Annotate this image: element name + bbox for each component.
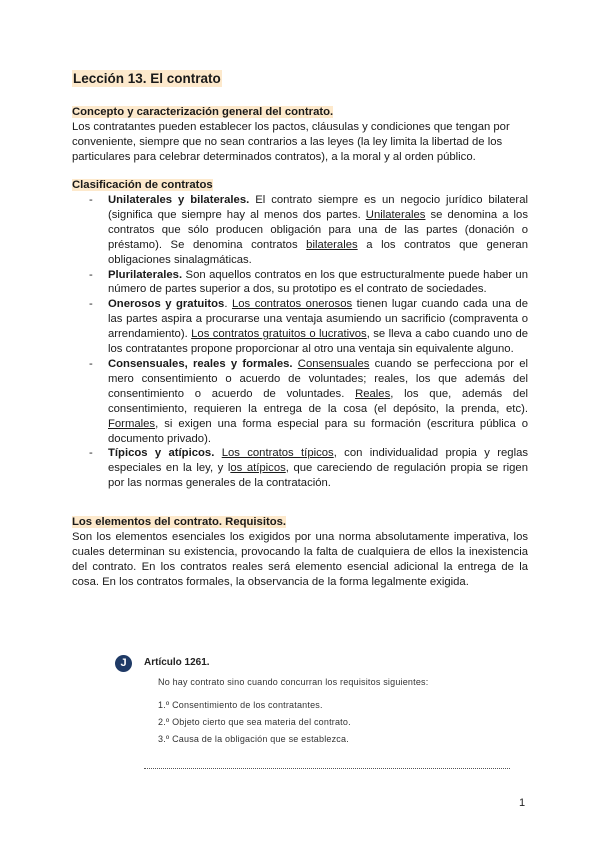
item-underlined: os atípicos bbox=[230, 462, 286, 475]
item-bold: Típicos y atípicos. bbox=[108, 447, 215, 460]
item-underlined: bilaterales bbox=[306, 238, 358, 251]
item-text: , si exigen una forma especial para su formación (escritura pública o documento privado). bbox=[108, 417, 528, 445]
elementos-paragraph: Son los elementos esenciales los exigidos por una norma absolutamente imperativa, los cuales determinan su existencia, provocando la falta de cualquiera de ellos la inexistencia del contrato. En los contratos reales será elemento esencial adicional la entrega de la cosa. En los contratos formales, la observancia de la forma legalmente exigida. bbox=[72, 531, 528, 589]
item-text: , con individualidad propia y reglas especiales en la ley, y l bbox=[108, 447, 529, 475]
lesson-title: Lección 13. El contrato bbox=[73, 71, 221, 86]
list-item-plurilaterales bbox=[72, 268, 528, 298]
dash-bullet: - bbox=[89, 357, 93, 370]
item-text: , los que, además del consentimiento, requieren la entrega de la cosa (el depósito, la prenda, etc). bbox=[108, 387, 528, 415]
clasificacion-heading-text: Clasificación de contratos bbox=[72, 179, 213, 191]
item-text: tienen lugar cuando cada una de las partes aspira a procurarse una ventaja asumiendo un sacrificio (compraventa o arrendamiento). bbox=[108, 298, 528, 341]
item-underlined: Reales bbox=[355, 387, 391, 400]
list-item-tipicos bbox=[72, 446, 528, 491]
dash-bullet: - bbox=[89, 268, 93, 281]
item-text: , que careciendo de regulación propia se rigen por las normas generales de la contratación. bbox=[108, 462, 528, 490]
list-item-unilaterales bbox=[72, 193, 528, 268]
item-underlined: Los contratos típicos bbox=[221, 447, 334, 460]
item-text: Son aquellos contratos en los que estructuralmente puede haber un número de partes superior a dos, su prototipo es el contrato de sociedades. bbox=[108, 268, 528, 296]
item-bold: Onerosos y gratuitos bbox=[108, 298, 225, 311]
section-heading-elementos bbox=[72, 515, 286, 529]
concepto-paragraph: Los contratantes pueden establecer los pactos, cláusulas y condiciones que tengan por conveniente, siempre que no sean contrarios a las leyes (la ley limita la libertad de los particulares para celebrar determinados contratos), a la moral y al orden público. bbox=[72, 121, 510, 164]
item-underlined: Formales bbox=[108, 417, 156, 430]
item-text: se denomina a los contratos que sólo producen obligación para una de las partes (donación o préstamo). Se denomina contratos bbox=[108, 208, 528, 251]
elementos-heading-text: Los elementos del contrato. Requisitos. bbox=[72, 516, 287, 528]
item-text: cuando se perfecciona por el mero consentimiento o acuerdo de voluntades; reales, los que además del consentimiento o acuerdo de voluntades. bbox=[108, 357, 528, 400]
item-text: a los contratos que generan obligaciones sinalagmáticas. bbox=[108, 238, 528, 266]
list-item-onerosos bbox=[72, 297, 528, 357]
dash-bullet: - bbox=[89, 298, 93, 311]
article-badge-icon: J bbox=[115, 655, 132, 672]
item-bold: Plurilaterales. bbox=[108, 268, 183, 281]
item-bold: Consensuales, reales y formales. bbox=[108, 357, 293, 370]
item-underlined: Los contratos gratuitos o lucrativos bbox=[191, 328, 367, 341]
item-text bbox=[214, 447, 221, 459]
article-item-2: 2.º Objeto cierto que sea materia del contrato. bbox=[158, 717, 351, 727]
section-heading-clasificacion bbox=[72, 178, 213, 192]
article-item-3: 3.º Causa de la obligación que se establezca. bbox=[158, 734, 349, 744]
article-dotted-divider bbox=[144, 768, 510, 769]
clasificacion-list bbox=[72, 193, 528, 491]
list-item-consensuales bbox=[72, 357, 528, 446]
item-text: El contrato siempre es un negocio jurídico bilateral (significa que siempre hay al menos dos partes. bbox=[108, 194, 528, 221]
section-heading-concepto bbox=[72, 105, 333, 119]
article-item-1: 1.º Consentimiento de los contratantes. bbox=[158, 700, 323, 710]
item-underlined: Los contratos onerosos bbox=[231, 298, 353, 311]
item-text: , se lleva a cabo cuando uno de los contratantes propone proporcionar al otro una ventaja sin equivalente alguno. bbox=[108, 328, 529, 356]
item-text: . bbox=[224, 298, 232, 311]
dash-bullet: - bbox=[89, 194, 93, 206]
article-title: Artículo 1261. bbox=[144, 657, 210, 668]
item-underlined: Unilaterales bbox=[365, 208, 426, 221]
page-number: 1 bbox=[519, 797, 526, 809]
article-intro: No hay contrato sino cuando concurran los requisitos siguientes: bbox=[158, 677, 429, 687]
concepto-heading-text: Concepto y caracterización general del contrato. bbox=[72, 106, 334, 118]
dash-bullet: - bbox=[89, 447, 93, 460]
item-underlined: Consensuales bbox=[297, 357, 370, 370]
item-bold: Unilaterales y bilaterales. bbox=[108, 194, 250, 206]
